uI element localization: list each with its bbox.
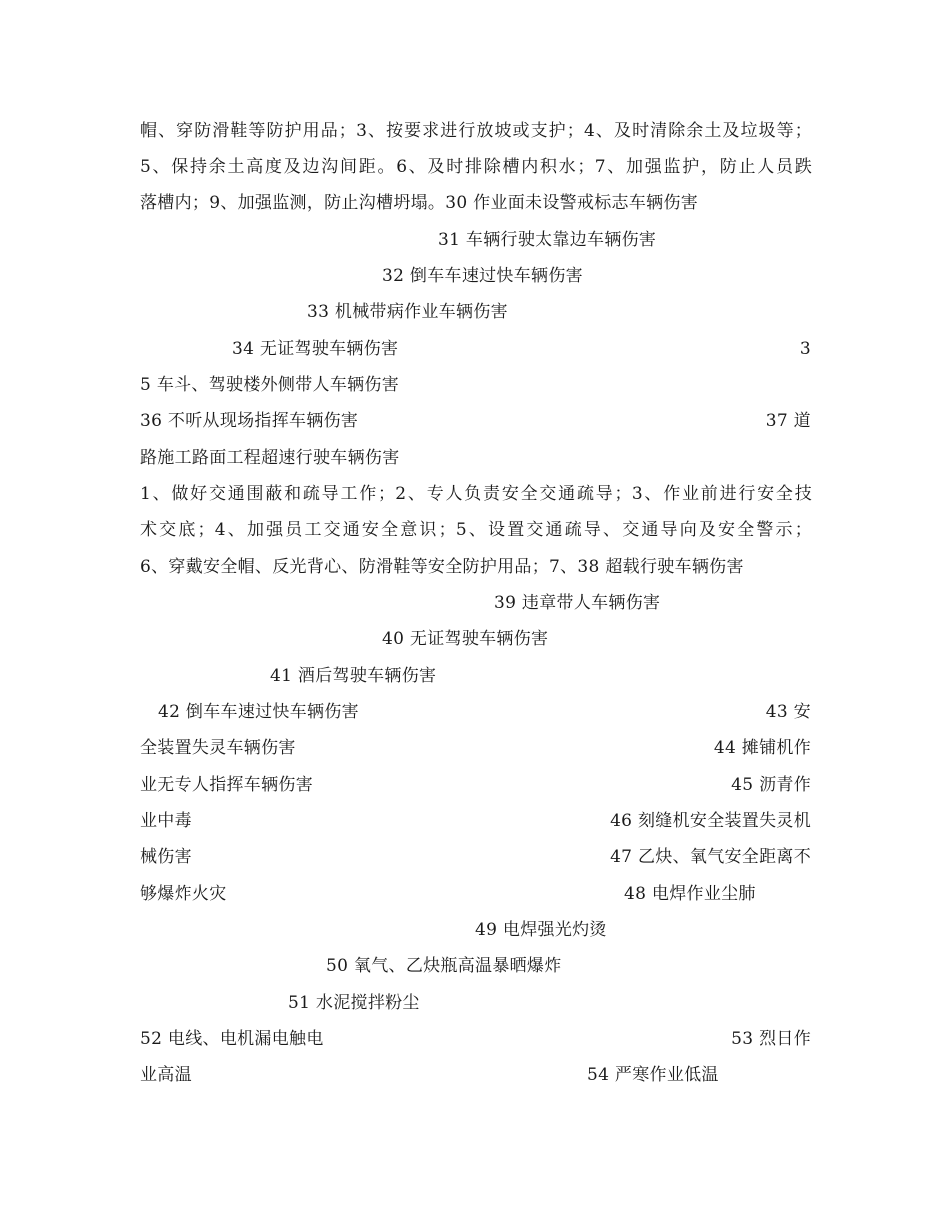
- text-line: 47 乙炔、氧气安全距离不: [610, 847, 811, 867]
- text-line: 49 电焊强光灼烫: [475, 920, 607, 940]
- text-line: 32 倒车车速过快车辆伤害: [382, 266, 583, 286]
- text-line: 31 车辆行驶太靠边车辆伤害: [438, 230, 657, 250]
- text-line: 39 违章带人车辆伤害: [494, 593, 661, 613]
- text-line: 53 烈日作: [731, 1029, 811, 1049]
- text-line: 5 车斗、驾驶楼外侧带人车辆伤害: [140, 375, 400, 395]
- text-line: 43 安: [765, 702, 811, 722]
- text-line: 52 电线、电机漏电触电: [140, 1029, 324, 1049]
- text-line: 48 电焊作业尘肺: [624, 884, 756, 904]
- text-line: 够爆炸火灾: [140, 884, 227, 904]
- text-line: 46 刻缝机安全装置失灵机: [610, 811, 811, 831]
- text-line: 6、穿戴安全帽、反光背心、防滑鞋等安全防护用品；7、38 超载行驶车辆伤害: [140, 557, 744, 577]
- text-line: 42 倒车车速过快车辆伤害: [158, 702, 359, 722]
- text-line: 3: [799, 339, 811, 359]
- text-line: 业中毒: [140, 811, 192, 831]
- text-line: 术交底；4、加强员工交通安全意识；5、设置交通疏导、交通导向及安全警示；: [140, 520, 812, 540]
- text-line: 帽、穿防滑鞋等防护用品；3、按要求进行放坡或支护；4、及时清除余土及垃圾等；: [140, 121, 812, 141]
- text-line: 41 酒后驾驶车辆伤害: [270, 666, 437, 686]
- text-line: 34 无证驾驶车辆伤害: [232, 339, 399, 359]
- text-line: 37 道: [765, 411, 811, 431]
- text-line: 全装置失灵车辆伤害: [140, 738, 296, 758]
- text-line: 44 摊铺机作: [713, 738, 811, 758]
- text-line: 落槽内；9、加强监测，防止沟槽坍塌。30 作业面未设警戒标志车辆伤害: [140, 193, 699, 213]
- text-line: 械伤害: [140, 847, 192, 867]
- text-line: 54 严寒作业低温: [587, 1065, 719, 1085]
- text-line: 业高温: [140, 1065, 192, 1085]
- text-line: 业无专人指挥车辆伤害: [140, 775, 313, 795]
- text-line: 50 氧气、乙炔瓶高温暴晒爆炸: [326, 956, 562, 976]
- text-line: 路施工路面工程超速行驶车辆伤害: [140, 448, 400, 468]
- text-line: 45 沥青作: [731, 775, 811, 795]
- text-line: 5、保持余土高度及边沟间距。6、及时排除槽内积水；7、加强监护，防止人员跌: [140, 157, 812, 177]
- text-line: 51 水泥搅拌粉尘: [288, 993, 420, 1013]
- text-line: 40 无证驾驶车辆伤害: [382, 629, 549, 649]
- text-line: 1、做好交通围蔽和疏导工作；2、专人负责安全交通疏导；3、作业前进行安全技: [140, 484, 812, 504]
- text-line: 33 机械带病作业车辆伤害: [307, 302, 508, 322]
- text-line: 36 不听从现场指挥车辆伤害: [140, 411, 359, 431]
